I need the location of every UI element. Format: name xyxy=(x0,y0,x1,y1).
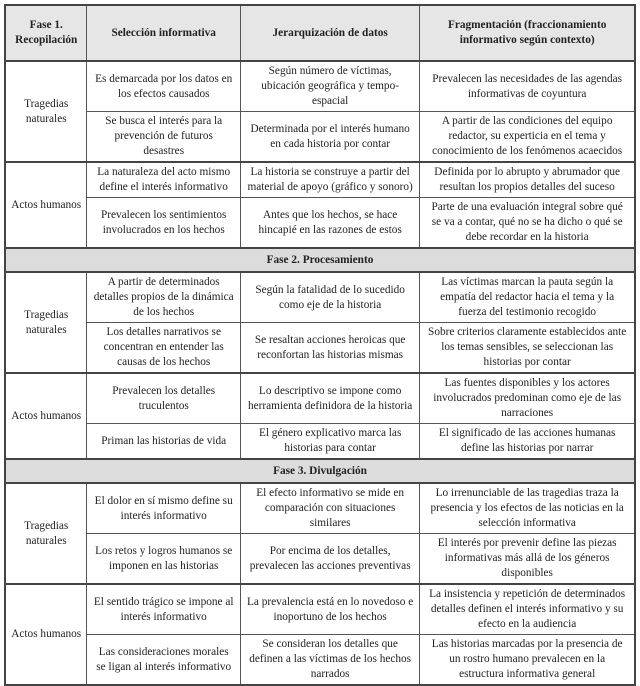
cell-fragmentacion: Las víctimas marcan la pauta según la empatía del redactor hacia el tema y la fuerza del testimonio recogido xyxy=(420,272,635,323)
cell-seleccion: Los detalles narrativos se concentran en entender las causas de los hechos xyxy=(87,323,241,374)
cell-seleccion: Es demarcada por los datos en los efectos causados xyxy=(87,61,241,112)
cell-fragmentacion: Sobre criterios claramente establecidos ante los temas sensibles, se seleccionan las historias por contar xyxy=(420,323,635,374)
cell-jerarquizacion: La historia se construye a partir del material de apoyo (gráfico y sonoro) xyxy=(240,162,419,198)
cell-jerarquizacion: Determinada por el interés humano en cada historia por contar xyxy=(240,112,419,163)
phases-table xyxy=(4,4,636,686)
table-row xyxy=(5,61,635,112)
table-row xyxy=(5,424,635,460)
table-row xyxy=(5,323,635,374)
cell-fragmentacion: Parte de una evaluación integral sobre qué se va a contar, qué no se ha dicho o qué se debe recordar en la historia xyxy=(420,198,635,249)
cell-fragmentacion: El significado de las acciones humanas define las historias por narrar xyxy=(420,424,635,460)
cell-fragmentacion: El interés por prevenir define las piezas informativas más allá de los géneros disponibles xyxy=(420,534,635,585)
cell-fragmentacion: Definida por lo abrupto y abrumador que resultan los propios detalles del suceso xyxy=(420,162,635,198)
header-fragmentacion: Fragmentación (fraccionamiento informativo según contexto) xyxy=(420,5,635,61)
phase-title: Fase 2. Procesamiento xyxy=(5,248,635,272)
cell-jerarquizacion: Antes que los hechos, se hace hincapié en las razones de estos xyxy=(240,198,419,249)
cell-jerarquizacion: El género explicativo marca las historias para contar xyxy=(240,424,419,460)
cell-jerarquizacion: Por encima de los detalles, prevalecen las acciones preventivas xyxy=(240,534,419,585)
cell-seleccion: Prevalecen los detalles truculentos xyxy=(87,373,241,424)
row-group-label: Actos humanos xyxy=(5,584,87,685)
cell-fragmentacion: Prevalecen las necesidades de las agendas informativas de coyuntura xyxy=(420,61,635,112)
table-row xyxy=(5,483,635,534)
row-group-label: Tragedias naturales xyxy=(5,272,87,373)
table-row xyxy=(5,198,635,249)
table-row xyxy=(5,584,635,635)
phase-title: Fase 3. Divulgación xyxy=(5,459,635,483)
cell-jerarquizacion: Según la fatalidad de lo sucedido como eje de la historia xyxy=(240,272,419,323)
cell-seleccion: Las consideraciones morales se ligan al interés informativo xyxy=(87,635,241,686)
table-row xyxy=(5,373,635,424)
phase-band-row xyxy=(5,459,635,483)
row-group-label: Actos humanos xyxy=(5,373,87,459)
table-row xyxy=(5,534,635,585)
cell-jerarquizacion: Se resaltan acciones heroicas que reconfortan las historias mismas xyxy=(240,323,419,374)
table-row xyxy=(5,272,635,323)
table-row xyxy=(5,112,635,163)
row-group-label: Tragedias naturales xyxy=(5,483,87,584)
cell-seleccion: Prevalecen los sentimientos involucrados en los hechos xyxy=(87,198,241,249)
header-jerarquizacion: Jerarquización de datos xyxy=(240,5,419,61)
cell-fragmentacion: La insistencia y repetición de determinados detalles definen el interés informativo y su efecto en la audiencia xyxy=(420,584,635,635)
cell-fragmentacion: A partir de las condiciones del equipo redactor, su experticia en el tema y conocimiento de los fenómenos acaecidos xyxy=(420,112,635,163)
cell-seleccion: Priman las historias de vida xyxy=(87,424,241,460)
cell-jerarquizacion: Según número de víctimas, ubicación geográfica y tempo-espacial xyxy=(240,61,419,112)
table-row xyxy=(5,635,635,686)
cell-jerarquizacion: La prevalencia está en lo novedoso e inoportuno de los hechos xyxy=(240,584,419,635)
cell-seleccion: A partir de determinados detalles propios de la dinámica de los hechos xyxy=(87,272,241,323)
row-group-label: Actos humanos xyxy=(5,162,87,248)
cell-jerarquizacion: El efecto informativo se mide en comparación con situaciones similares xyxy=(240,483,419,534)
cell-jerarquizacion: Se consideran los detalles que definen a las víctimas de los hechos narrados xyxy=(240,635,419,686)
cell-fragmentacion: Las historias marcadas por la presencia de un rostro humano prevalecen en la estructura informativa general xyxy=(420,635,635,686)
header-seleccion: Selección informativa xyxy=(87,5,241,61)
cell-seleccion: La naturaleza del acto mismo define el interés informativo xyxy=(87,162,241,198)
table-row xyxy=(5,162,635,198)
row-group-label: Tragedias naturales xyxy=(5,61,87,162)
cell-seleccion: Se busca el interés para la prevención de futuros desastres xyxy=(87,112,241,163)
cell-seleccion: El dolor en sí mismo define su interés informativo xyxy=(87,483,241,534)
cell-seleccion: Los retos y logros humanos se imponen en las historias xyxy=(87,534,241,585)
cell-seleccion: El sentido trágico se impone al interés informativo xyxy=(87,584,241,635)
cell-fragmentacion: Lo irrenunciable de las tragedias traza la presencia y los efectos de las noticias en la selección informativa xyxy=(420,483,635,534)
cell-fragmentacion: Las fuentes disponibles y los actores involucrados predominan como eje de las narraciones xyxy=(420,373,635,424)
phase-band-row xyxy=(5,248,635,272)
header-row xyxy=(5,5,635,61)
cell-jerarquizacion: Lo descriptivo se impone como herramienta definidora de la historia xyxy=(240,373,419,424)
header-phase1: Fase 1. Recopilación xyxy=(5,5,87,61)
